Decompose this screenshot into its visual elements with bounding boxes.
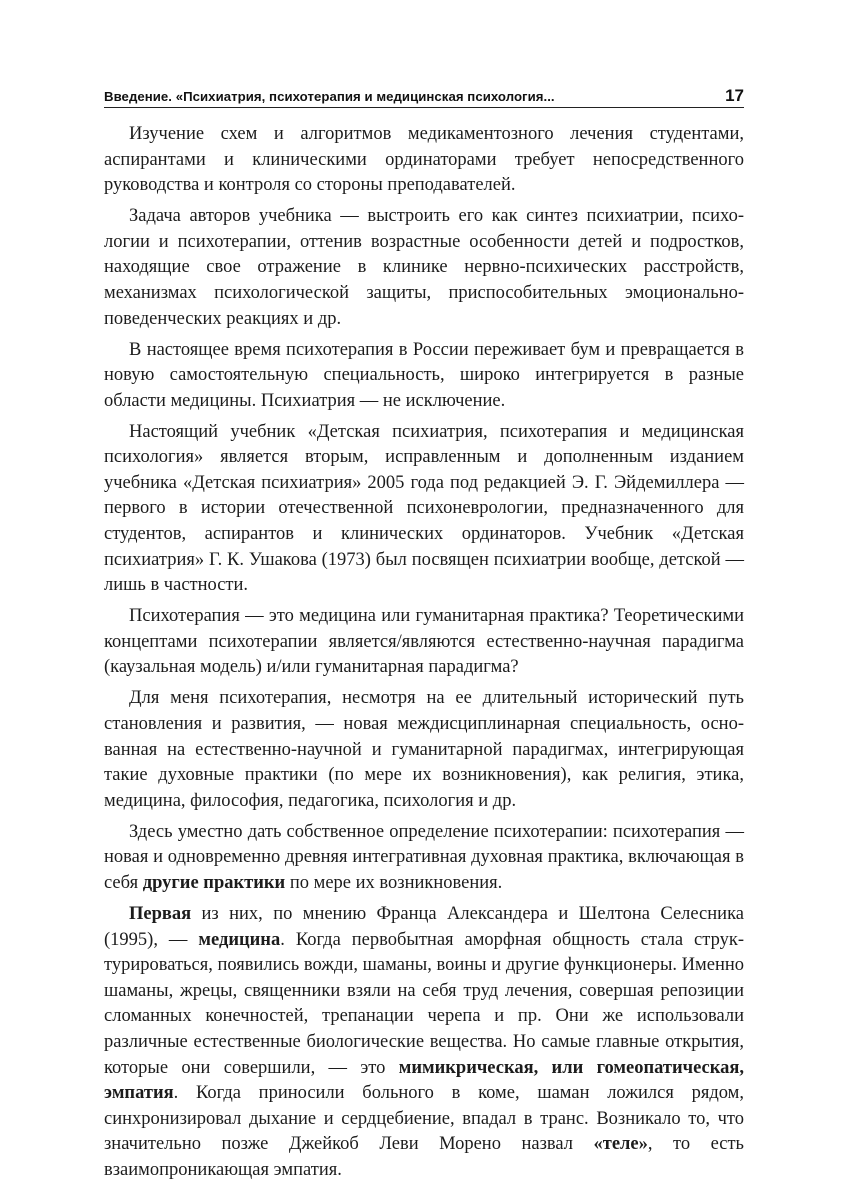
text-run: . Когда приносили больного в коме, шаман ложился рядом, синхронизировал дыхание и сердцебиение, впадал в транс. Возникало то, что значительно позже Джейкоб Леви Морено назвал bbox=[104, 1083, 744, 1155]
page-number: 17 bbox=[725, 86, 744, 105]
text-run: Для меня психотерапия, несмотря на ее длительный исторический путь становления и развития, — новая междисциплинарная специальность, основанная на естественно-научной и гуманитарной парадигмах, интегрирующая такие духовные практики (по мере их возникновения), как религия, этика, медицина, философия, педагогика, психология и др. bbox=[104, 688, 744, 811]
text-run: Здесь уместно дать собственное определение психотерапии: психотерапия — новая и одновременно древняя интегративная духовная практика, включающая в себя bbox=[104, 821, 744, 893]
paragraph bbox=[104, 820, 744, 897]
text-run: . Когда первобытная аморфная общность стала структурироваться, появились вожди, шаманы, воины и другие функционеры. Именно шаманы, жрецы, священники взяли на себя труд лечения, совершая репозиции сломанных конечностей, трепанации черепа и пр. Они же использовали различные естественные биологические вещества. Но самые главные открытия, которые они совершили, — это bbox=[104, 929, 744, 1078]
paragraph bbox=[104, 122, 744, 199]
bold-term: мимикрическая, или гомеопатическая, эмпатия bbox=[104, 1057, 744, 1104]
bold-term: другие практики bbox=[142, 872, 286, 893]
text-run: , то есть взаимопроникающая эмпатия. bbox=[104, 1134, 744, 1180]
text-run: Настоящий учебник «Детская психиатрия, психотерапия и медицинская психология» является вторым, исправленным и дополненным изданием учебника «Детская психиатрия» 2005 года под редакцией Э. Г. Эйдемиллера — первого в истории отечественной психоневрологии, предназначенного для студентов, аспирантов и клинических ординаторов. Учебник «Детская психиатрия» Г. К. Ушакова (1973) был посвящен психиатрии вообще, детской — лишь в частности. bbox=[104, 421, 744, 596]
text-run: Задача авторов учебника — выстроить его как синтез психиатрии, психологии и психотерапии, оттенив возрастные особенности детей и подростков, находящие свое отражение в клинике нервно-психических расстройств, механизмах психологической защиты, приспособительных эмоционально-поведенческих реакциях и др. bbox=[104, 206, 744, 329]
bold-term: «теле» bbox=[593, 1134, 648, 1155]
paragraph bbox=[104, 420, 744, 599]
paragraph bbox=[104, 604, 744, 681]
running-header bbox=[104, 84, 744, 104]
text-run: по мере их возникновения. bbox=[285, 872, 503, 893]
body-text bbox=[104, 122, 744, 1189]
text-run: Психотерапия — это медицина или гуманитарная практика? Теоретическими концептами психотерапии является/являются естественно-научная парадигма (каузальная модель) и/или гуманитарная парадигма? bbox=[104, 606, 744, 678]
paragraph bbox=[104, 338, 744, 415]
text-run: В настоящее время психотерапия в России переживает бум и превращается в новую самостоятельную специальность, широко интегрируется в разные области медицины. Психиатрия — не исключение. bbox=[104, 339, 744, 411]
paragraph bbox=[104, 902, 744, 1184]
text-run: из них, по мнению Франца Александера и Шелтона Селесника (1995), — bbox=[104, 903, 744, 950]
paragraph bbox=[104, 686, 744, 814]
running-header-title: Введение. «Психиатрия, психотерапия и медицинская психология... bbox=[104, 89, 555, 104]
paragraph bbox=[104, 204, 744, 332]
bold-term: Первая bbox=[129, 903, 192, 924]
header-rule bbox=[104, 107, 744, 108]
text-run: Изучение схем и алгоритмов медикаментозного лечения студентами, аспирантами и клиническими ординаторами требует непосредственного руководства и контроля со стороны преподавателей. bbox=[104, 124, 744, 196]
bold-term: медицина bbox=[198, 929, 281, 950]
